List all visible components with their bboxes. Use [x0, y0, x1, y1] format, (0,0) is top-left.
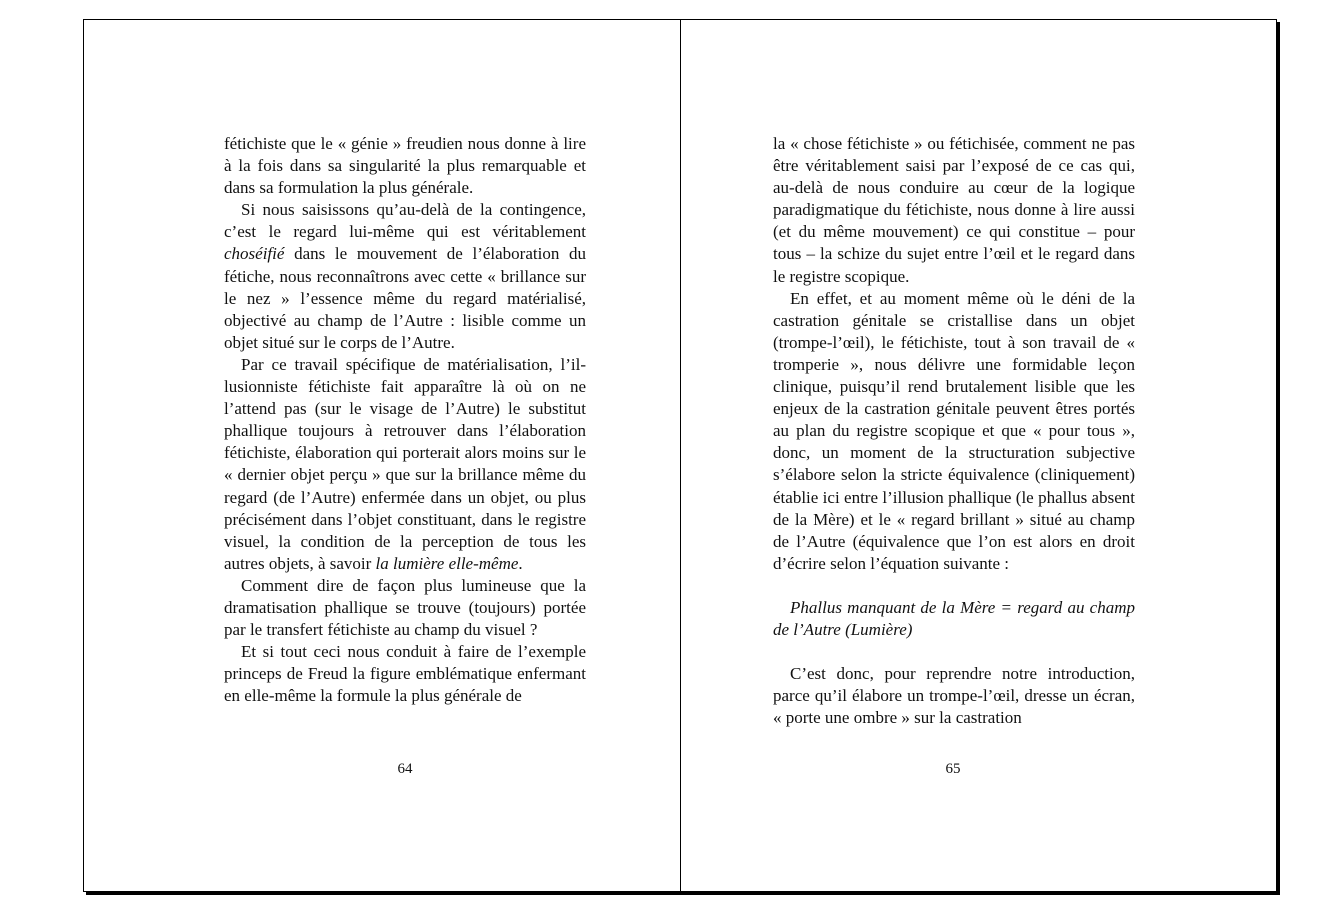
right-page-body	[773, 133, 1135, 729]
text-run: .	[518, 553, 523, 573]
italic-text: la lumière elle-même	[375, 553, 519, 573]
equation: Phallus manquant de la Mère = regard au champ de l’Autre (Lumière)	[773, 597, 1135, 639]
paragraph: fétichiste que le « génie » freudien nous donne à lire à la fois dans sa singularité la plus remarquable et dans sa formulation la plus générale.	[224, 134, 586, 198]
paragraph: En effet, et au moment même où le déni de la castration génitale se cristallise dans un objet (trompe-l’œil), le fétichiste, tout à son travail de « tromperie », nous délivre une formidable leçon clinique, puisqu’il rend brutalement lisible que les enjeux de la castration génitale peuvent êtres portés au plan du registre scopique et que « pour tous », donc, un moment de la structuration subjective s’élabore selon la stricte équivalence (cliniquement) établie ici entre l’illusion phallique (le phallus absent de la Mère) et le « regard brillant » situé au champ de l’Autre (équivalence que l’on est alors en droit d’écrire selon l’équation suivante :	[773, 288, 1135, 573]
page-number: 65	[945, 761, 961, 777]
text-run: Par ce travail spécifique de matérialisation, l’illusionniste fétichiste fait apparaître là où on ne l’attend pas (sur le visage de l’Autre) le substitut phallique toujours à retrouver dans l’élaboration fétichiste, élaboration qui porterait alors moins sur le « dernier objet perçu » que sur la brillance même du regard (de l’Autre) enfermée dans un objet, ou plus précisément dans l’objet constituant, dans le registre visuel, la condition de la perception de tous les autres objets, à savoir	[224, 354, 586, 573]
text-run: dans le mouvement de l’élaboration du fétiche, nous reconnaîtrons avec cette « brillance sur le nez » l’essence même du regard matérialisé, objectivé au champ de l’Autre : lisible comme un objet situé sur le corps de l’Autre.	[224, 244, 587, 352]
paragraph: Comment dire de façon plus lumineuse que la dramatisation phallique se trouve (toujours) portée par le transfert fétichiste au champ du visuel ?	[224, 575, 586, 640]
book-spread	[83, 19, 1277, 892]
left-page-body	[224, 133, 586, 707]
right-page	[681, 20, 1277, 891]
page-number: 64	[397, 761, 413, 777]
paragraph	[224, 199, 586, 354]
left-page	[84, 20, 680, 891]
text-run: Si nous saisissons qu’au-delà de la contingence, c’est le regard lui-même qui est véritablement	[224, 200, 586, 242]
paragraph: la « chose fétichiste » ou fétichisée, comment ne pas être véritablement saisi par l’exposé de ce cas qui, au-delà de nous conduire au cœur de la logique paradigmatique du fétichiste, nous donne à lire aussi (et du même mouvement) ce qui constitue – pour tous – la schize du sujet entre l’œil et le regard dans le registre scopique.	[773, 134, 1135, 286]
italic-text: choséifié	[224, 244, 285, 264]
paragraph: C’est donc, pour reprendre notre introduction, parce qu’il élabore un trompe-l’œil, dresse un écran, « porte une ombre » sur la castration	[773, 664, 1135, 728]
paragraph	[224, 354, 586, 575]
paragraph: Et si tout ceci nous conduit à faire de l’exemple princeps de Freud la figure emblématique enfermant en elle-même la formule la plus générale de	[224, 642, 586, 706]
